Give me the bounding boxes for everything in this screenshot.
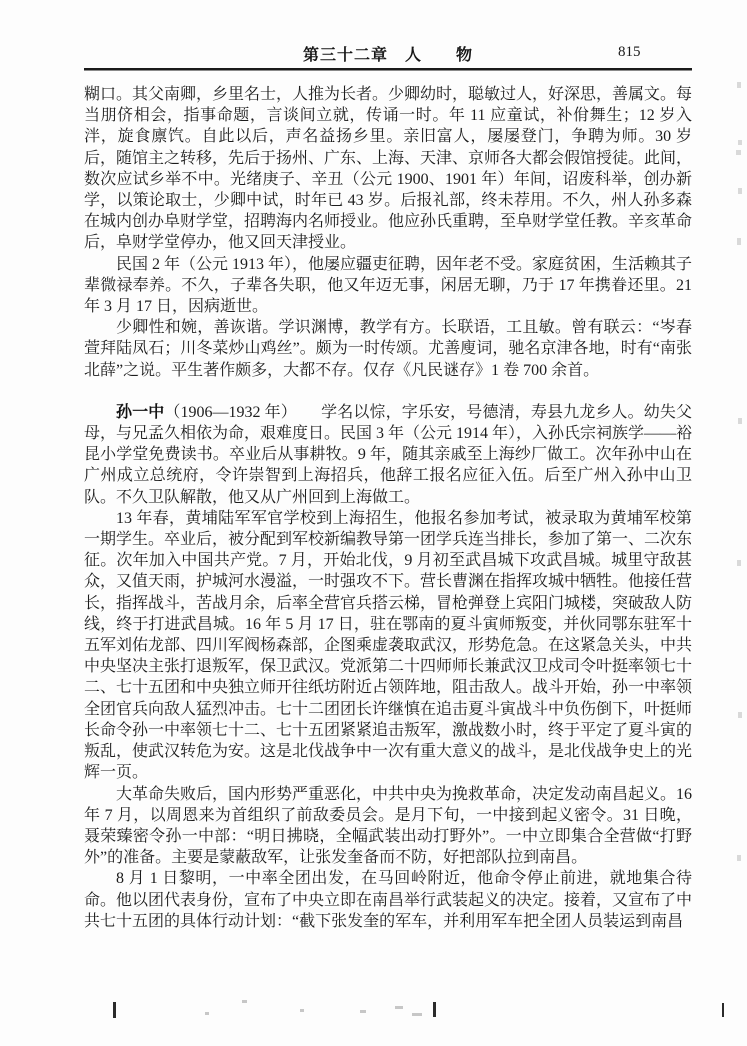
scan-mark	[242, 1000, 247, 1003]
paragraph: 民国 2 年（公元 1913 年），他屡应疆吏征聘，因年老不受。家庭贫困，生活赖其子辈微禄奉养。不久，子辈各失职，他又年迈无事，闲居无聊，乃于 17 年携眷还里。21 年 3 月 17 日，因病逝世。	[84, 255, 693, 316]
scan-mark	[737, 855, 741, 861]
scan-mark	[737, 238, 741, 245]
header-rule	[84, 68, 692, 71]
scan-mark	[113, 1002, 116, 1018]
paragraph: 8 月 1 日黎明，一中率全团出发，在马回岭附近，他命令停止前进，就地集合待命。他以团代表身份，宣布了中央立即在南昌举行武装起义的决定。接着，又宣布了中共七十五团的具体行动计划：“截下张发奎的军车，并利用军车把全团人员装运到南昌	[84, 870, 693, 930]
paragraph: 13 年春，黄埔陆军军官学校到上海招生，他报名参加考试，被录取为黄埔军校第一期学生。卒业后，被分配到军校新编教导第一团学兵连当排长，参加了第一、二次东征。次年加入中国共产党。7 月，开始北伐，9 月初至武昌城下攻武昌城。城里守敌甚众，又值天雨，护城河水漫溢，一时强攻不下。营长曹渊在指挥攻城中牺牲。他接任营长，指挥战斗，苦战月余，后率全营官兵搭云梯，冒枪弹登上宾阳门城楼，突破敌人防线，终于打进武昌城。16 年 5 月 17 日，驻在鄂南的夏斗寅师叛变，并伙同鄂东驻军十五军刘佑龙部、四川军阀杨森部，企图乘虚袭取武汉，形势危急。在这紧急关头，中共中央坚决主张打退叛军，保卫武汉。党派第二十四师师长兼武汉卫戍司令叶挺率领七十二、七十五团和中央独立师开往纸坊附近占领阵地，阻击敌人。战斗开始，孙一中率领全团官兵向敌人猛烈冲击。七十二团团长许继慎在追击夏斗寅战斗中负伤倒下，叶挺师长命令孙一中率领七十二、七十五团紧紧追击叛军，激战数小时，终于平定了夏斗寅的叛乱，使武汉转危为安。这是北伐战争中一次有重大意义的战斗，是北伐战争史上的光辉一页。	[84, 509, 693, 782]
scan-mark	[738, 188, 742, 194]
scan-mark	[300, 1009, 304, 1012]
paragraph-biography-start	[84, 402, 692, 508]
scan-mark	[738, 418, 742, 424]
paragraph: 糊口。其父南卿，乡里名士，人推为长者。少卿幼时，聪敏过人，好深思，善属文。每当朋侪相会，指事命题，言谈间立就，传诵一时。年 11 应童试，补佾舞生；12 岁入泮，旋食廪饩。自此以后，声名益扬乡里。亲旧富人，屡屡登门，争聘为师。30 岁后，随馆主之转移，先后于扬州、广东、上海、天津、京师各大都会假馆授徒。此间，数次应试乡举不中。光绪庚子、辛丑（公元 1900、1901 年）年间，诏废科举，创办新学，以策论取士，少卿中试，时年已 43 岁。后报礼部，终未荐用。不久，州人孙多森在城内创办阜财学堂，招聘海内名师授业。他应孙氏重聘，至阜财学堂任教。辛亥革命后，阜财学堂停办，他又回天津授业。	[84, 86, 693, 252]
paragraph: 大革命失败后，国内形势严重恶化，中共中央为挽救革命，决定发动南昌起义。16 年 7 月，以周恩来为首组织了前敌委员会。是月下旬，一中接到起义密令。31 日晚，聂荣臻密令孙一中部：“明日拂晓，全幅武装出动打野外”。一中立即集合全营做“打野外”的准备。主要是蒙蔽敌军，让张发奎备而不防，好把部队拉到南昌。	[84, 785, 693, 867]
page-number: 815	[618, 44, 641, 60]
scan-mark	[360, 1010, 366, 1013]
scan-mark	[722, 1003, 724, 1017]
scan-mark	[433, 1002, 436, 1017]
scan-mark	[738, 140, 742, 145]
scan-mark	[737, 82, 741, 88]
paragraph-text: （1906—1932 年） 学名以悰，字乐安，号德清，寿县九龙乡人。幼失父母，与兄孟久相依为命，艰难度日。民国 3 年（公元 1914 年），入孙氏宗祠族学——裕昆小学堂免费读书。卒业后从事耕牧。9 年，随其亲戚至上海纱厂做工。次年孙中山在广州成立总统府，令许崇智到上海招兵，他辞工报名应征入伍。后至广州入孙中山卫队。不久卫队解散，他又从广州回到上海做工。	[84, 403, 693, 506]
scan-mark	[395, 1006, 403, 1009]
chapter-title: 第三十二章 人 物	[302, 47, 473, 64]
person-name: 孙一中	[116, 403, 165, 421]
scan-mark	[737, 560, 741, 566]
scan-mark	[738, 712, 742, 718]
paragraph: 少卿性和婉，善诙谐。学识渊博，教学有方。长联语，工且敏。曾有联云：“岑春萱拜陆凤石；川冬菜炒山鸡丝”。颇为一时传颂。尤善廋词，驰名京津各地，时有“南张北薛”之说。平生著作颇多，大都不存。仅存《凡民谜存》1 卷 700 余首。	[84, 319, 692, 379]
scan-mark	[205, 1012, 209, 1015]
body-text	[84, 84, 692, 932]
scan-mark	[736, 150, 741, 155]
scan-mark	[412, 1013, 422, 1016]
